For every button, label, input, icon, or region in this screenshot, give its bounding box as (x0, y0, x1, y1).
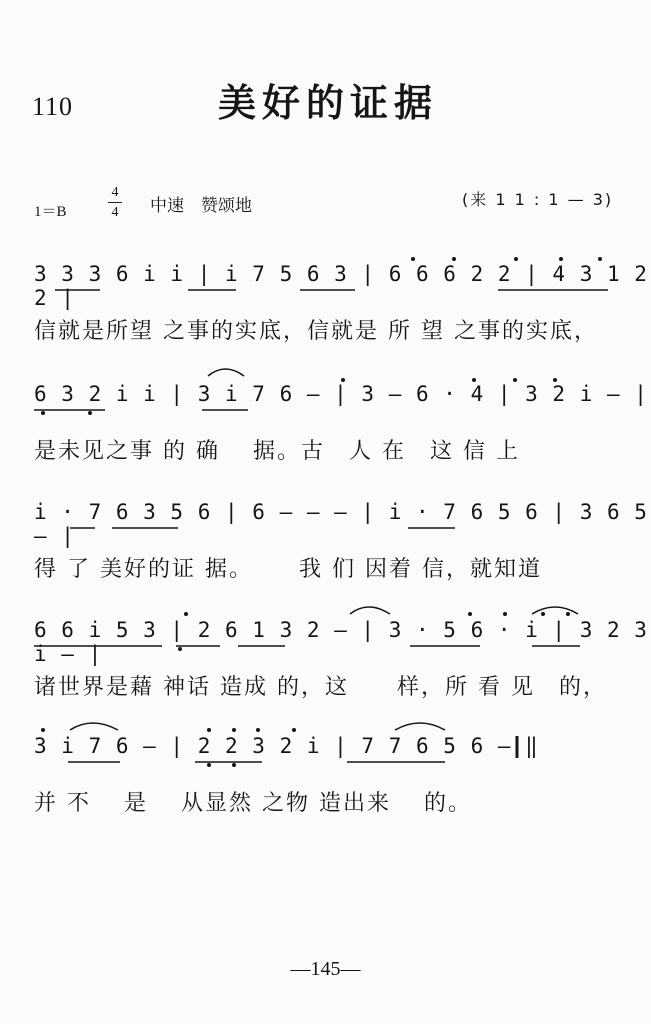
octave-dot (411, 257, 415, 261)
octave-dot (232, 763, 236, 767)
notes-line: 3 i 7 6 – | 2 2 3 2 i | 7 7 6 5 6 – ‖ (34, 734, 539, 758)
octave-dot (514, 257, 518, 261)
octave-dot (503, 612, 507, 616)
lyrics-line: 得 了 美好的证 据。 我 们 因着 信，就知道 (34, 557, 542, 582)
octave-dot (256, 728, 260, 732)
notes-line: 3 3 3 6 i i | i 7 5 6 3 | 6 6 6 2 2 | 4 3 1 2 2 | (34, 262, 648, 310)
slur-mark (208, 369, 244, 376)
notes-line: i · 7 6 3 5 6 | 6 – – – | i · 7 6 5 6 | 3 6 5 – | (34, 500, 648, 548)
slur-mark (395, 723, 445, 730)
octave-dot (207, 728, 211, 732)
time-signature-top: 4 (111, 185, 119, 200)
lyrics-line: 并 不 是 从显然 之物 造出来 的。 (34, 791, 472, 816)
octave-dot (232, 728, 236, 732)
octave-dot (598, 257, 602, 261)
slur-mark (532, 607, 578, 614)
hymn-title: 美好的证据 (218, 81, 439, 125)
tempo-marking: 中速 赞颂地 (150, 196, 252, 216)
key-signature: 1＝B (34, 204, 67, 220)
page-number: —145— (290, 958, 361, 980)
time-signature-divider (108, 202, 122, 203)
notes-line: 6 3 2 i i | 3 i 7 6 – | 3 – 6 · 4 | 3 2 i – | (34, 382, 648, 406)
octave-dot (88, 411, 92, 415)
octave-dot (452, 257, 456, 261)
octave-dot (41, 411, 45, 415)
lyrics-line: 是未见之事 的 确 据。古 人 在 这 信 上 (34, 439, 520, 464)
time-signature-bottom: 4 (111, 205, 119, 220)
octave-dot (41, 728, 45, 732)
hymn-number: 110 (32, 92, 74, 121)
lyrics-line: 诸世界是藉 神话 造成 的，这 样，所 看 见 的， (34, 675, 607, 700)
octave-dot (292, 728, 296, 732)
octave-dot (468, 612, 472, 616)
slur-mark (350, 607, 390, 614)
time-signature (108, 184, 122, 221)
intro-notation: (来 1 1 : 1 — 3) (462, 190, 614, 209)
octave-dot (541, 612, 545, 616)
notes-line: 6 6 i 5 3 | 2 6 1 3 2 – | 3 · 5 6 · i | 3 2 3 i – | (34, 618, 648, 666)
octave-dot (207, 763, 211, 767)
octave-dot (566, 612, 570, 616)
octave-dot (559, 257, 563, 261)
octave-dot (184, 612, 188, 616)
lyrics-line: 信就是所望 之事的实底，信就是 所 望 之事的实底， (34, 319, 598, 344)
slur-mark (70, 723, 118, 730)
